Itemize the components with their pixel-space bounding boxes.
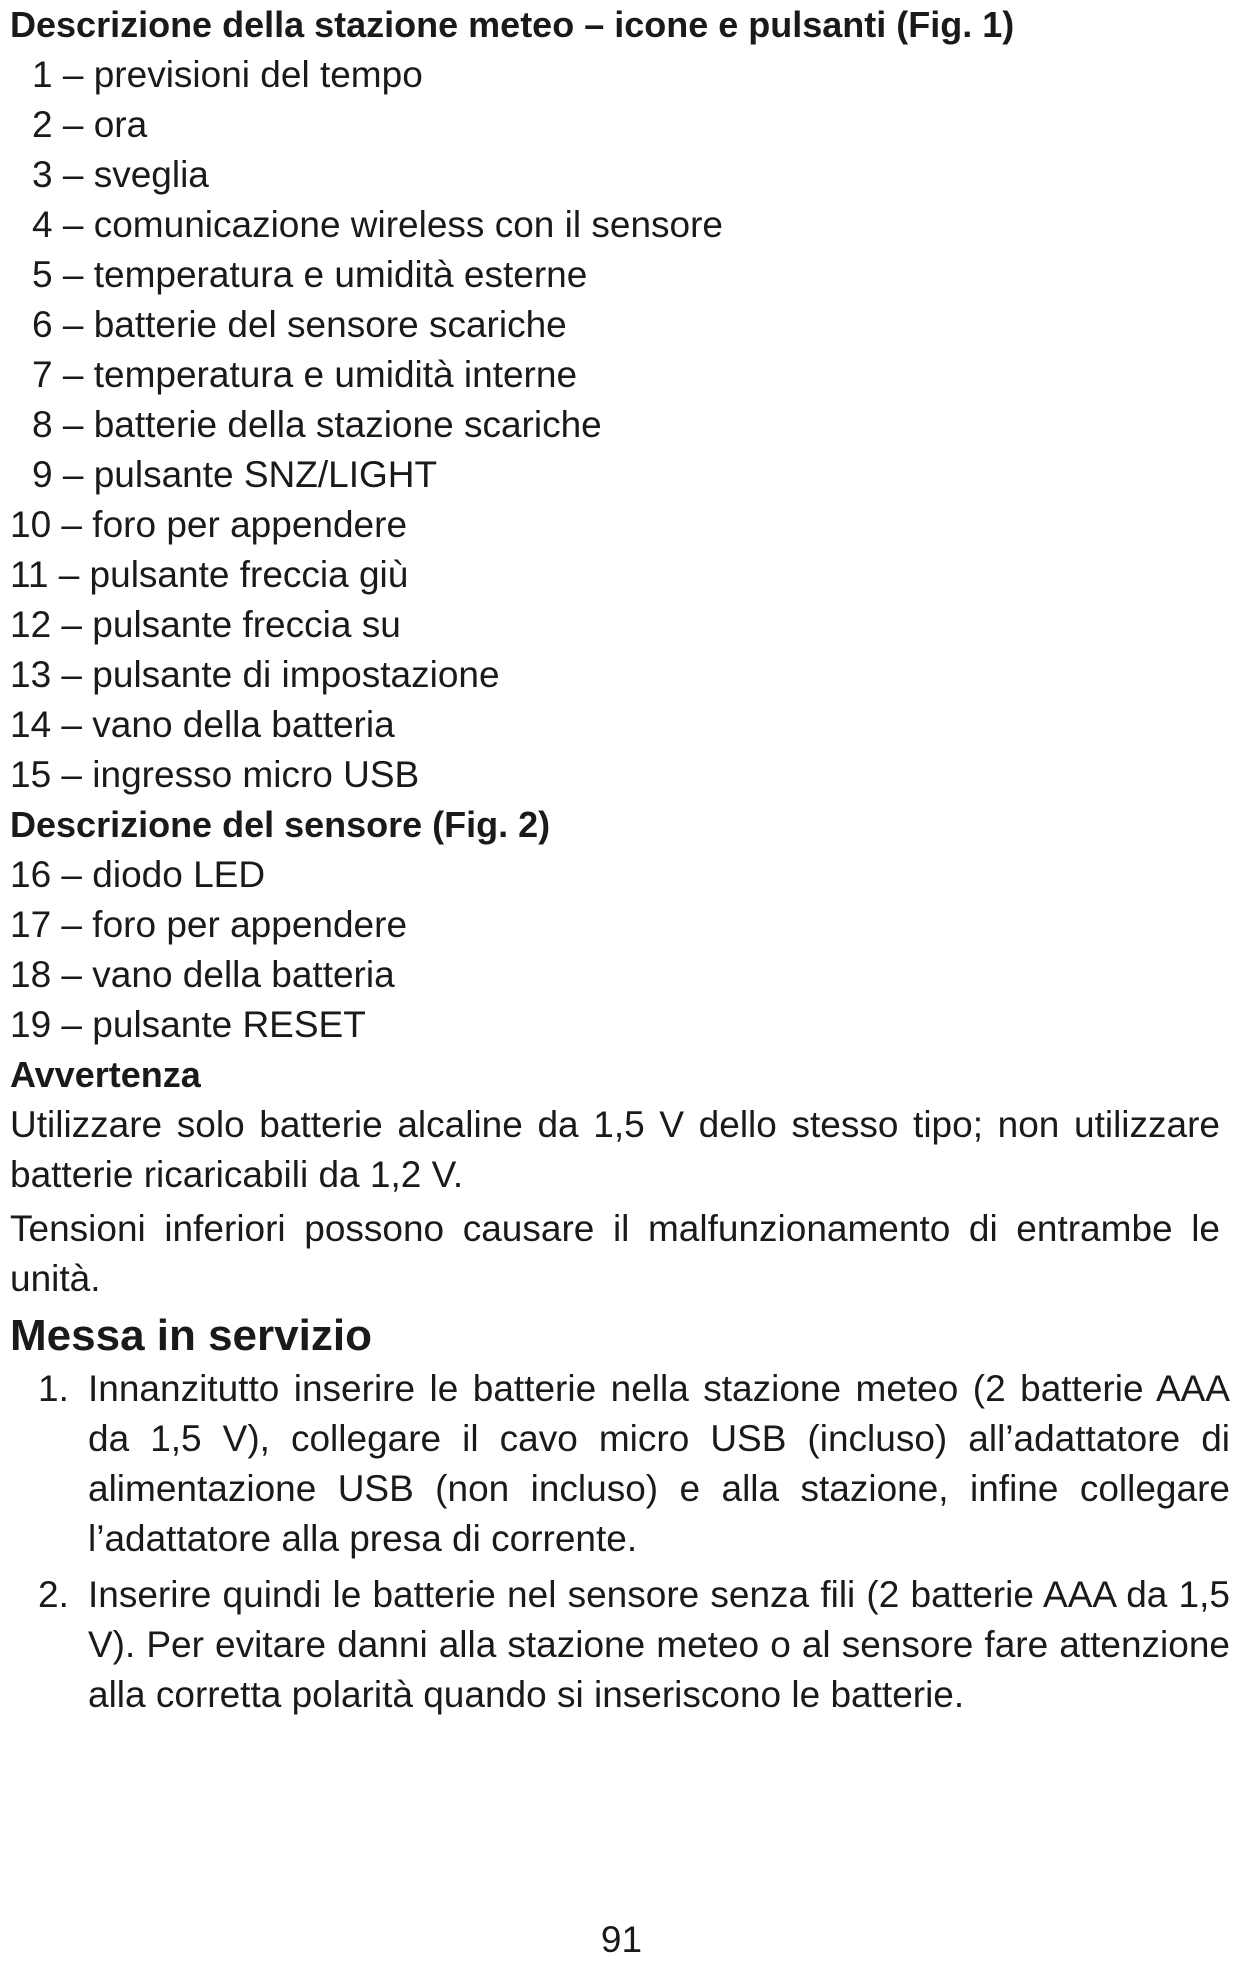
list-item: 4 – comunicazione wireless con il sensore xyxy=(32,204,724,245)
list-item: 19 – pulsante RESET xyxy=(10,1004,366,1045)
warning-heading: Avvertenza xyxy=(10,1054,201,1095)
list-item: 7 – temperatura e umidità interne xyxy=(32,354,578,395)
step-text: Inserire quindi le batterie nel sensore senza fili (2 batterie AAA da 1,5 V). Per evitare danni alla stazione meteo o al sensore fare attenzione alla corretta polarità quando si inseriscono le batterie. xyxy=(88,1574,1230,1715)
station-parts-list xyxy=(10,50,1230,800)
list-item: 5 – temperatura e umidità esterne xyxy=(32,254,588,295)
warning-paragraph: Utilizzare solo batterie alcaline da 1,5 V dello stesso tipo; non utilizzare batterie ricaricabili da 1,2 V. xyxy=(10,1104,1220,1195)
list-item: 11 – pulsante freccia giù xyxy=(10,554,409,595)
warning-paragraph: Tensioni inferiori possono causare il malfunzionamento di entrambe le unità. xyxy=(10,1208,1220,1299)
list-item: 10 – foro per appendere xyxy=(10,504,408,545)
list-item: 16 – diodo LED xyxy=(10,854,266,895)
step-number: 1. xyxy=(38,1368,69,1409)
list-item: 2 – ora xyxy=(32,104,148,145)
list-item: 6 – batterie del sensore scariche xyxy=(32,304,567,345)
list-item: 14 – vano della batteria xyxy=(10,704,395,745)
setup-step xyxy=(10,1364,1230,1564)
list-item: 8 – batterie della stazione scariche xyxy=(32,404,602,445)
step-number: 2. xyxy=(38,1574,69,1615)
list-item: 12 – pulsante freccia su xyxy=(10,604,401,645)
list-item: 15 – ingresso micro USB xyxy=(10,754,420,795)
manual-page xyxy=(10,0,1230,1726)
sensor-heading: Descrizione del sensore (Fig. 2) xyxy=(10,804,551,845)
list-item: 9 – pulsante SNZ/LIGHT xyxy=(32,454,438,495)
list-item: 3 – sveglia xyxy=(32,154,209,195)
setup-steps-list xyxy=(10,1364,1230,1720)
list-item: 13 – pulsante di impostazione xyxy=(10,654,500,695)
sensor-parts-list xyxy=(10,850,1230,1050)
list-item: 1 – previsioni del tempo xyxy=(32,54,423,95)
station-heading: Descrizione della stazione meteo – icone e pulsanti (Fig. 1) xyxy=(10,4,1015,45)
list-item: 17 – foro per appendere xyxy=(10,904,408,945)
step-text: Innanzitutto inserire le batterie nella stazione meteo (2 batterie AAA da 1,5 V), collegare il cavo micro USB (incluso) all’adattatore di alimentazione USB (non incluso) e alla stazione, infine collegare l’adattatore alla presa di corrente. xyxy=(88,1368,1230,1559)
setup-heading: Messa in servizio xyxy=(10,1311,372,1360)
setup-step xyxy=(10,1570,1230,1720)
list-item: 18 – vano della batteria xyxy=(10,954,395,995)
page-number: 91 xyxy=(600,1919,643,1960)
